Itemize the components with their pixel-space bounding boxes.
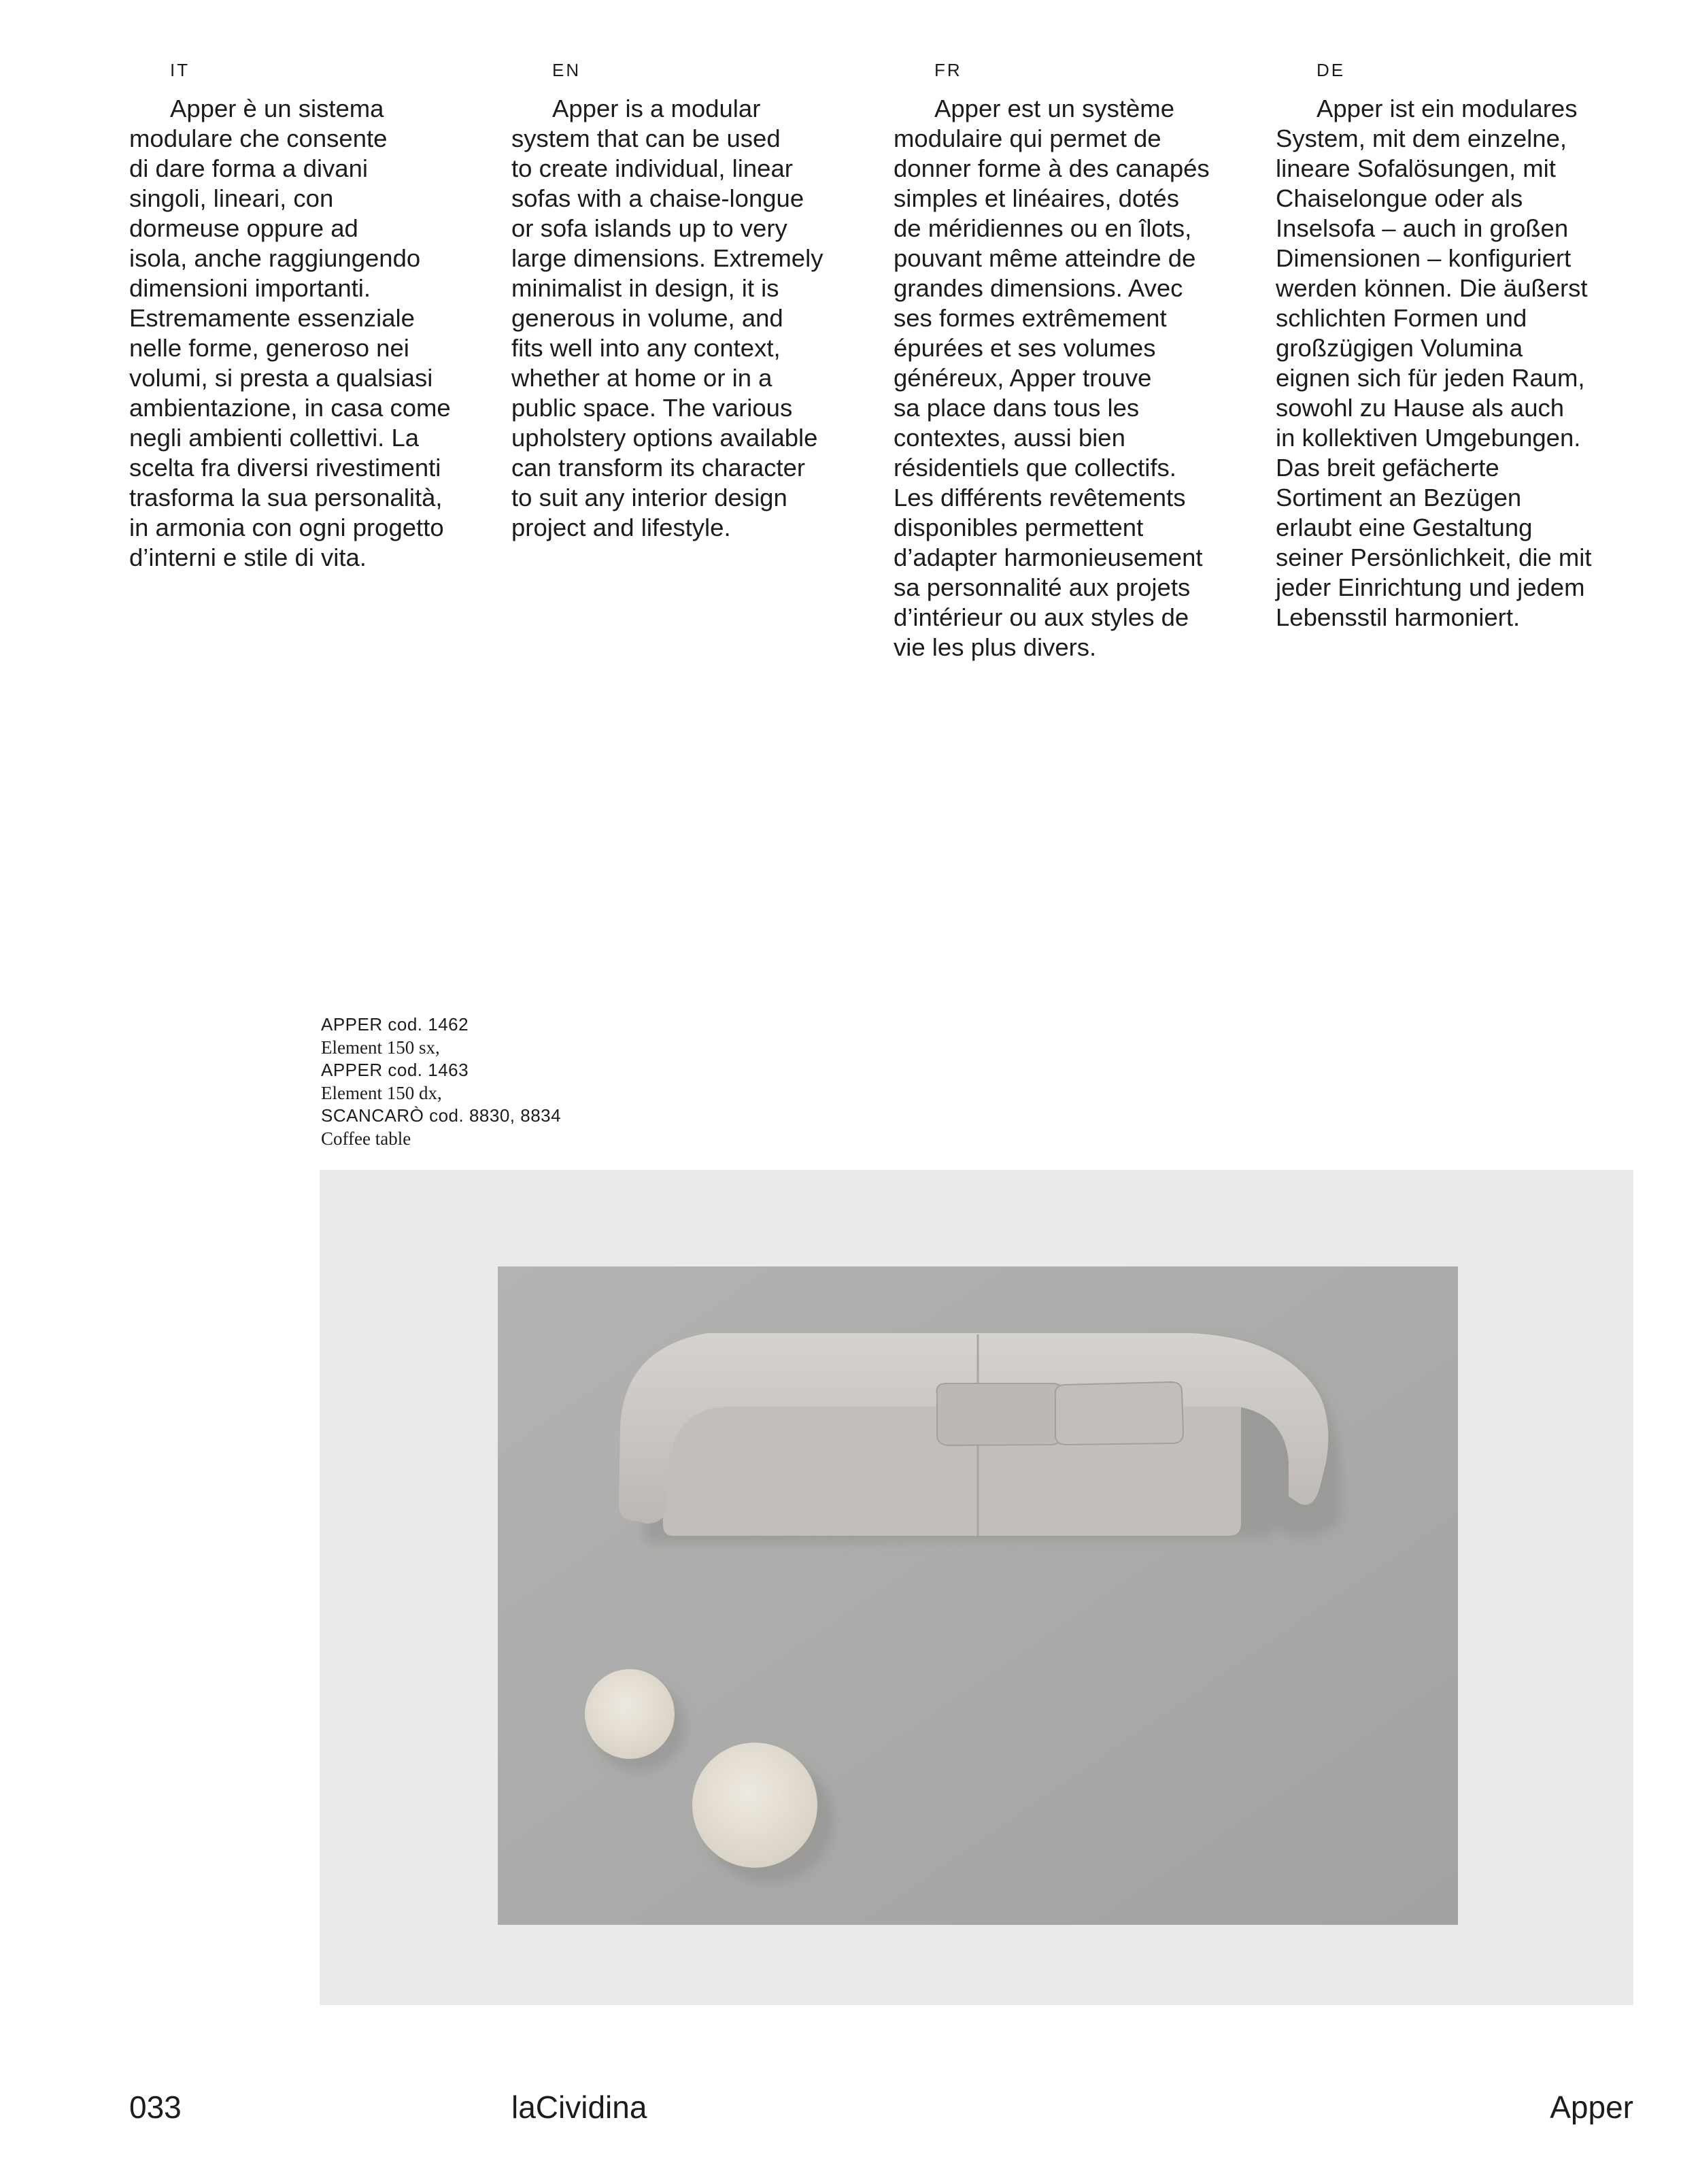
language-label: DE [1317, 60, 1346, 80]
text-line: can transform its character [511, 454, 806, 482]
coffee-table-small [585, 1669, 675, 1759]
text-line: épurées et ses volumes [894, 334, 1156, 362]
text-line: System, mit dem einzelne, [1276, 124, 1567, 152]
text-line: dormeuse oppure ad [129, 214, 358, 242]
paragraph [129, 94, 496, 573]
text-line: großzügigen Volumina [1276, 334, 1523, 362]
caption-product-code: APPER cod. 1463 [321, 1060, 469, 1080]
text-line: Apper ist ein modulares [1317, 95, 1578, 122]
caption-element-name: Coffee table [321, 1128, 411, 1149]
product-title: Apper [1550, 2089, 1633, 2125]
text-line: generous in volume, and [511, 304, 783, 332]
language-label: IT [170, 60, 190, 80]
text-line: sa place dans tous les [894, 394, 1140, 422]
column-it [129, 60, 496, 573]
brand-name: laCividina [511, 2089, 647, 2125]
text-line: whether at home or in a [511, 364, 772, 392]
caption-element-name: Element 150 sx, [321, 1037, 440, 1058]
text-line: pouvant même atteindre de [894, 244, 1196, 272]
sofa-cushion-right [1055, 1382, 1183, 1445]
text-line: large dimensions. Extremely [511, 244, 823, 272]
text-line: or sofa islands up to very [511, 214, 787, 242]
paragraph [511, 94, 879, 543]
text-line: simples et linéaires, dotés [894, 184, 1179, 212]
text-line: upholstery options available [511, 424, 818, 452]
text-line: project and lifestyle. [511, 514, 731, 541]
page-number: 033 [129, 2089, 182, 2125]
coffee-table-large [692, 1743, 817, 1868]
text-line: modulare che consente [129, 124, 388, 152]
text-line: Apper is a modular [552, 95, 761, 122]
text-line: fits well into any context, [511, 334, 781, 362]
text-line: minimalist in design, it is [511, 274, 779, 302]
text-line: public space. The various [511, 394, 793, 422]
text-line: in kollektiven Umgebungen. [1276, 424, 1581, 452]
text-line: Inselsofa – auch in großen [1276, 214, 1569, 242]
text-line: lineare Sofalösungen, mit [1276, 154, 1556, 182]
sofa-top-view-illustration [320, 1170, 1633, 2005]
text-line: sowohl zu Hause als auch [1276, 394, 1565, 422]
text-line: Les différents revêtements [894, 484, 1186, 511]
column-fr [894, 60, 1261, 662]
text-line: isola, anche raggiungendo [129, 244, 421, 272]
text-line: erlaubt eine Gestaltung [1276, 514, 1533, 541]
column-de [1276, 60, 1643, 633]
column-en [511, 60, 879, 543]
text-line: volumi, si presta a qualsiasi [129, 364, 433, 392]
text-line: dimensioni importanti. [129, 274, 371, 302]
text-line: modulaire qui permet de [894, 124, 1161, 152]
text-line: werden können. Die äußerst [1276, 274, 1588, 302]
product-photo [320, 1170, 1633, 2005]
text-line: schlichten Formen und [1276, 304, 1527, 332]
text-line: Dimensionen – konfiguriert [1276, 244, 1572, 272]
text-line: di dare forma a divani [129, 154, 368, 182]
text-line: Chaiselongue oder als [1276, 184, 1523, 212]
text-line: d’intérieur ou aux styles de [894, 603, 1189, 631]
text-line: singoli, lineari, con [129, 184, 334, 212]
text-line: scelta fra diversi rivestimenti [129, 454, 441, 482]
paragraph [894, 94, 1261, 662]
text-line: jeder Einrichtung und jedem [1276, 573, 1585, 601]
text-line: Estremamente essenziale [129, 304, 415, 332]
text-line: Sortiment an Bezügen [1276, 484, 1522, 511]
paragraph [1276, 94, 1643, 633]
text-line: Apper est un système [934, 95, 1175, 122]
text-line: d’adapter harmonieusement [894, 543, 1203, 571]
text-line: Apper è un sistema [170, 95, 384, 122]
text-line: donner forme à des canapés [894, 154, 1210, 182]
caption-product-code: APPER cod. 1462 [321, 1014, 469, 1035]
text-line: sofas with a chaise-longue [511, 184, 804, 212]
text-line: ses formes extrêmement [894, 304, 1167, 332]
text-line: nelle forme, generoso nei [129, 334, 409, 362]
text-line: résidentiels que collectifs. [894, 454, 1176, 482]
caption-product-code: SCANCARÒ cod. 8830, 8834 [321, 1105, 562, 1126]
text-line: vie les plus divers. [894, 633, 1097, 661]
text-line: trasforma la sua personalità, [129, 484, 443, 511]
text-line: system that can be used [511, 124, 781, 152]
text-line: d’interni e stile di vita. [129, 543, 367, 571]
text-line: grandes dimensions. Avec [894, 274, 1183, 302]
text-line: eignen sich für jeden Raum, [1276, 364, 1585, 392]
text-line: in armonia con ogni progetto [129, 514, 444, 541]
text-line: disponibles permettent [894, 514, 1144, 541]
text-line: contextes, aussi bien [894, 424, 1125, 452]
text-line: to create individual, linear [511, 154, 793, 182]
text-line: negli ambienti collettivi. La [129, 424, 420, 452]
language-label: FR [934, 60, 962, 80]
text-line: Das breit gefächerte [1276, 454, 1499, 482]
text-line: sa personnalité aux projets [894, 573, 1191, 601]
caption-element-name: Element 150 dx, [321, 1082, 442, 1103]
product-caption [321, 1013, 729, 1150]
text-line: seiner Persönlichkeit, die mit [1276, 543, 1592, 571]
sofa-cushion-left [937, 1383, 1064, 1445]
language-label: EN [552, 60, 581, 80]
text-line: ambientazione, in casa come [129, 394, 451, 422]
text-line: to suit any interior design [511, 484, 787, 511]
text-line: généreux, Apper trouve [894, 364, 1152, 392]
text-line: de méridiennes ou en îlots, [894, 214, 1192, 242]
text-line: Lebensstil harmoniert. [1276, 603, 1521, 631]
